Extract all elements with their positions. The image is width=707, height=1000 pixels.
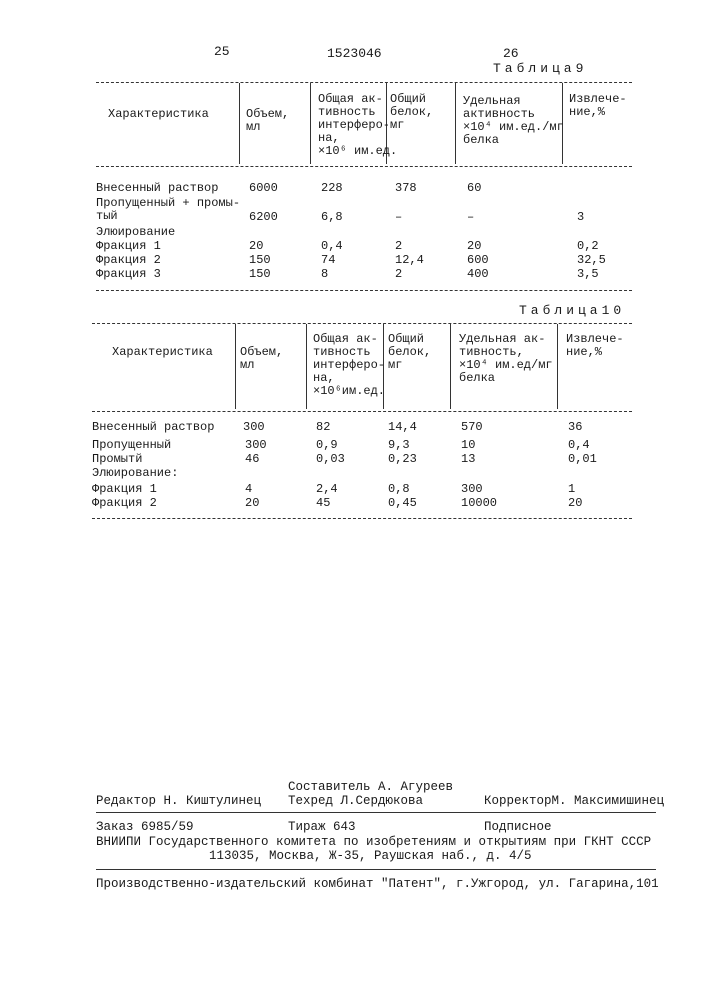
table-10-top-rule (92, 323, 632, 324)
table-9-bottom-rule (96, 290, 632, 291)
circulation: Тираж 643 (288, 820, 356, 834)
corrector: КорректорМ. Максимишинец (484, 794, 664, 808)
table-cell: – (467, 211, 474, 224)
imprint-rule-2 (96, 869, 656, 870)
table-10-header-recovery: Извлече- ние,% (566, 333, 624, 359)
table-cell: 74 (321, 254, 335, 267)
table-cell: 600 (467, 254, 489, 267)
table-cell: 82 (316, 421, 330, 434)
table-cell: 6,8 (321, 211, 343, 224)
table-cell: 0,23 (388, 453, 417, 466)
table-cell: 20 (249, 240, 263, 253)
table-cell: 20 (568, 497, 582, 510)
table-cell: 14,4 (388, 421, 417, 434)
table-cell: 0,4 (568, 439, 590, 452)
table-row: Промытй (92, 453, 142, 466)
table-9-header-recovery: Извлече- ние,% (569, 93, 627, 119)
table-cell: 2 (395, 240, 402, 253)
table-row: Фракция 1 (92, 483, 157, 496)
table-cell: 0,9 (316, 439, 338, 452)
table-cell: 0,2 (577, 240, 599, 253)
techred: Техред Л.Сердюкова (288, 794, 423, 808)
table-9-top-rule (96, 82, 632, 83)
table-cell: 13 (461, 453, 475, 466)
table-cell: 46 (245, 453, 259, 466)
table-9-header-specific-activity: Удельная активность ×10⁴ им.ед./мг белка (463, 95, 564, 147)
table-cell: 0,45 (388, 497, 417, 510)
table-cell: 9,3 (388, 439, 410, 452)
institute: ВНИИПИ Государственного комитета по изобретениям и открытиям при ГКНТ СССР (96, 835, 651, 849)
table-cell: 570 (461, 421, 483, 434)
table-row: Элюирование: (92, 467, 178, 480)
imprint-rule-1 (96, 812, 656, 813)
table-10-bottom-rule (92, 518, 632, 519)
table-cell: 10000 (461, 497, 497, 510)
table-9-header-rule (96, 166, 632, 167)
table-cell: 300 (243, 421, 265, 434)
table-cell: 2,4 (316, 483, 338, 496)
page-number-left: 25 (214, 44, 230, 59)
table-cell: 12,4 (395, 254, 424, 267)
table-cell: 378 (395, 182, 417, 195)
table-row: Внесенный раствор (96, 182, 218, 195)
table-cell: 0,4 (321, 240, 343, 253)
table-10-header-total-protein: Общий белок, мг (388, 333, 431, 372)
patent-number: 1523046 (327, 46, 382, 61)
table-cell: 150 (249, 254, 271, 267)
address: 113035, Москва, Ж-35, Раушская наб., д. 4/5 (209, 849, 532, 863)
table-9-header-total-protein: Общий белок, мг (390, 93, 433, 132)
table-cell: 400 (467, 268, 489, 281)
table-cell: 0,03 (316, 453, 345, 466)
table-row: Элюирование (96, 226, 175, 239)
table-cell: 4 (245, 483, 252, 496)
table-row: Фракция 3 (96, 268, 161, 281)
table-cell: 45 (316, 497, 330, 510)
table-10-header-characteristic: Характеристика (112, 346, 213, 359)
table-10-header-total-activity: Общая ак- тивность интерферо- на, ×10⁶им.ед. (313, 333, 385, 398)
table-cell: 8 (321, 268, 328, 281)
table-cell: 1 (568, 483, 575, 496)
table-cell: 10 (461, 439, 475, 452)
order: Заказ 6985/59 (96, 820, 194, 834)
table-10-header-rule (92, 411, 632, 412)
table-cell: – (395, 211, 402, 224)
editor: Редактор Н. Киштулинец (96, 794, 261, 808)
table-row: Фракция 1 (96, 240, 161, 253)
table-cell: 300 (245, 439, 267, 452)
page-number-right: 26 (503, 46, 519, 61)
table-10-title: Таблица10 (519, 303, 625, 318)
table-row: Пропущенный + промы- тый (96, 197, 240, 223)
publisher: Производственно-издательский комбинат "Патент", г.Ужгород, ул. Гагарина,101 (96, 877, 659, 891)
table-cell: 2 (395, 268, 402, 281)
table-cell: 300 (461, 483, 483, 496)
table-9-title: Таблица9 (493, 61, 587, 76)
table-cell: 6200 (249, 211, 278, 224)
table-cell: 6000 (249, 182, 278, 195)
table-cell: 32,5 (577, 254, 606, 267)
table-row: Фракция 2 (92, 497, 157, 510)
table-cell: 20 (245, 497, 259, 510)
table-row: Фракция 2 (96, 254, 161, 267)
table-row: Пропущенный (92, 439, 171, 452)
table-cell: 228 (321, 182, 343, 195)
table-cell: 150 (249, 268, 271, 281)
table-10-header-specific-activity: Удельная ак- тивность, ×10⁴ им.ед/мг белка (459, 333, 553, 385)
table-cell: 20 (467, 240, 481, 253)
table-cell: 60 (467, 182, 481, 195)
table-cell: 36 (568, 421, 582, 434)
table-9-header-volume: Объем, мл (246, 108, 289, 134)
table-cell: 3 (577, 211, 584, 224)
table-9-header-characteristic: Характеристика (108, 108, 209, 121)
table-9-header-total-activity: Общая ак- тивность интерферо- на, ×10⁶ им.ед. (318, 93, 397, 158)
table-cell: 3,5 (577, 268, 599, 281)
table-cell: 0,01 (568, 453, 597, 466)
composer: Составитель А. Агуреев (288, 780, 453, 794)
subscription: Подписное (484, 820, 552, 834)
table-cell: 0,8 (388, 483, 410, 496)
table-row: Внесенный раствор (92, 421, 214, 434)
table-10-header-volume: Объем, мл (240, 346, 283, 372)
